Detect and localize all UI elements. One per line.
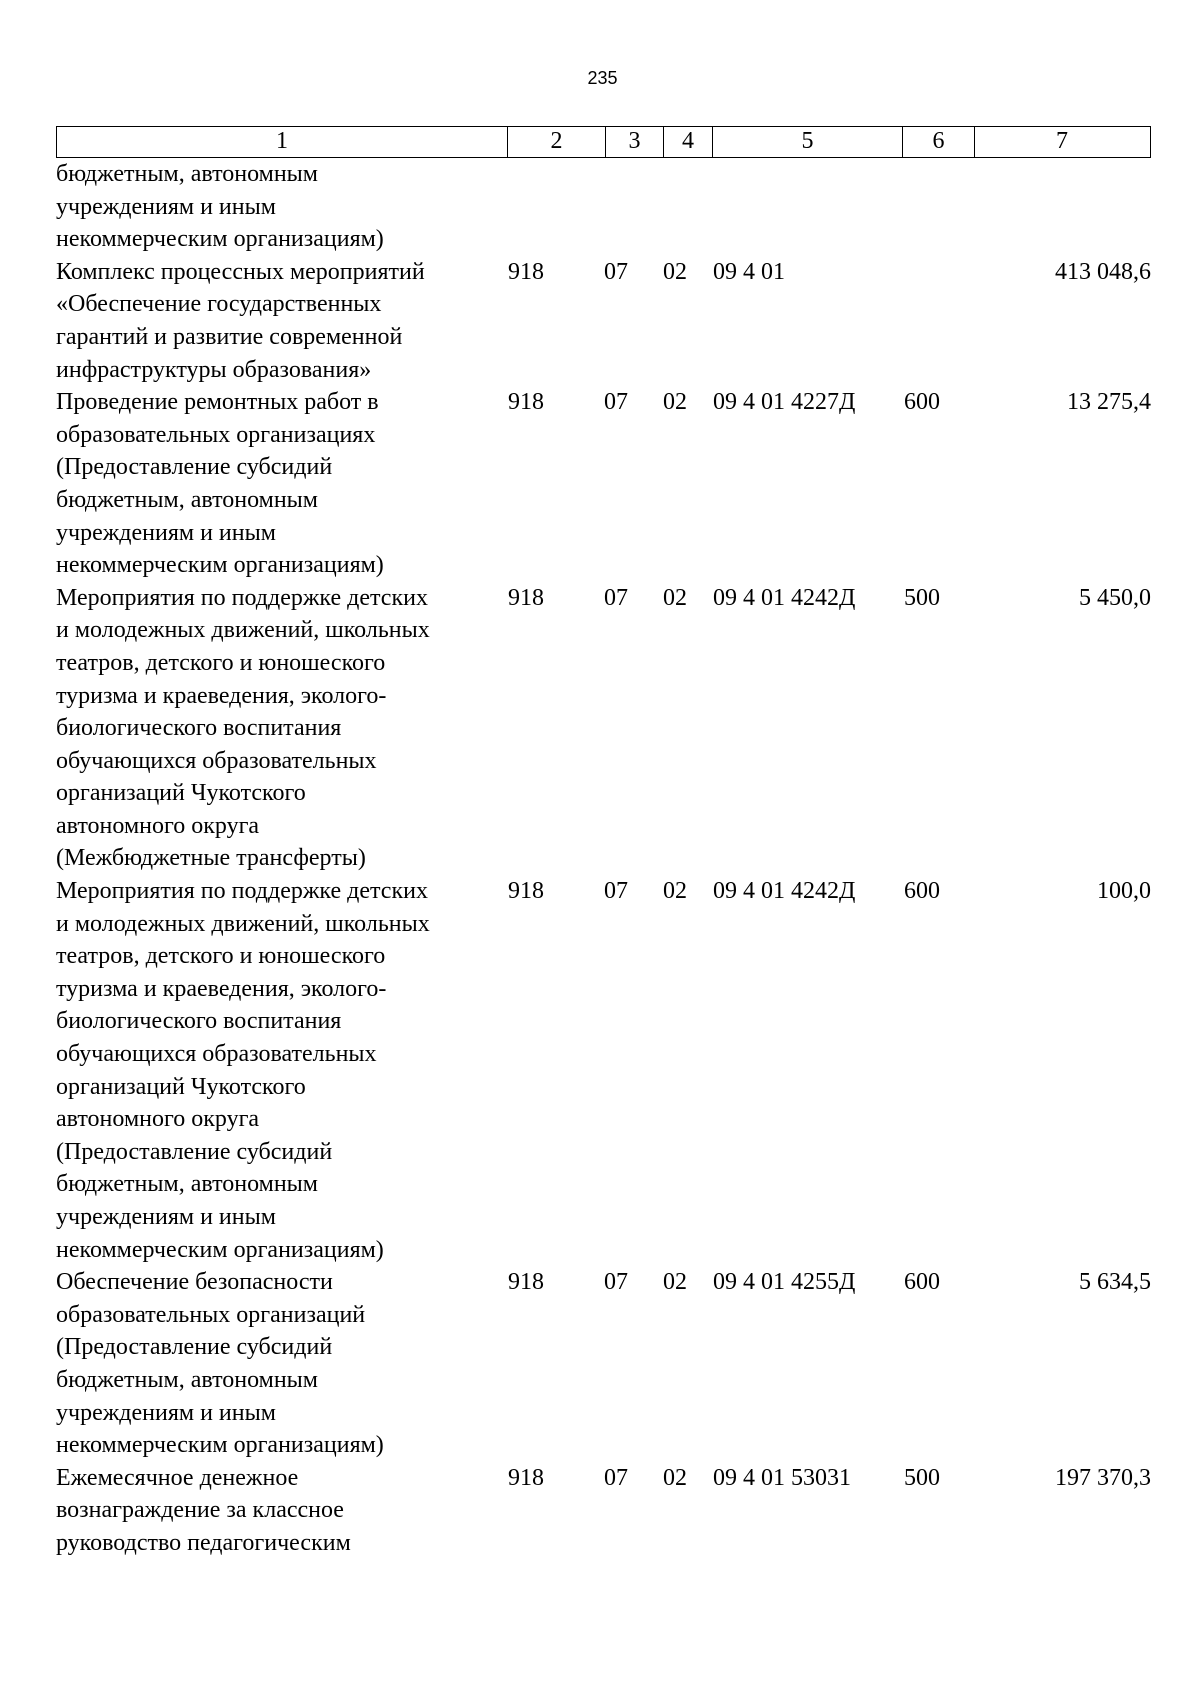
row-expense-type: 500 (904, 1464, 940, 1491)
row-target-article: 09 4 01 4242Д (713, 584, 856, 611)
row-expense-type: 600 (904, 389, 940, 416)
row-amount: 197 370,3 (1055, 1464, 1151, 1491)
table-body (56, 158, 1156, 1560)
table-row (56, 875, 1156, 1266)
row-subsection: 02 (663, 1464, 687, 1491)
table-row (56, 1462, 1156, 1560)
row-amount: 5 450,0 (1079, 584, 1151, 611)
header-col-4: 4 (664, 127, 713, 157)
row-target-article: 09 4 01 (713, 258, 785, 285)
header-col-7: 7 (1056, 128, 1068, 154)
table-row (56, 386, 1156, 582)
row-name: Проведение ремонтных работ в образовательных организациях (Предоставление субсидий бюджетным, автономным учреждениям и иным некоммерческим организациям) (56, 389, 384, 579)
header-col-3: 3 (606, 127, 664, 157)
table-row (56, 1266, 1156, 1462)
header-col-1: 1 (57, 127, 508, 157)
table-row (56, 158, 1156, 256)
row-section: 07 (604, 389, 628, 416)
row-subsection: 02 (663, 584, 687, 611)
table-row (56, 582, 1156, 875)
row-section: 07 (604, 1269, 628, 1296)
row-expense-type: 500 (904, 584, 940, 611)
row-name: Ежемесячное денежное вознаграждение за классное руководство педагогическим (56, 1464, 351, 1556)
row-target-article: 09 4 01 53031 (713, 1464, 851, 1491)
row-expense-type: 600 (904, 1269, 940, 1296)
row-target-article: 09 4 01 4242Д (713, 878, 856, 905)
row-admin-code: 918 (508, 389, 544, 416)
header-col-6: 6 (903, 127, 975, 157)
row-name: Мероприятия по поддержке детских и молодежных движений, школьных театров, детского и юношеского туризма и краеведения, эколого- биологического воспитания обучающихся образовательных организаций Чукотского автономного округа (Межбюджетные трансферты) (56, 584, 430, 872)
row-admin-code: 918 (508, 1269, 544, 1296)
row-name: Мероприятия по поддержке детских и молодежных движений, школьных театров, детского и юношеского туризма и краеведения, эколого- биологического воспитания обучающихся образовательных организаций Чукотского автономного округа (Предоставление субсидий бюджетным, автономным учреждениям и иным некоммерческим организациям) (56, 878, 430, 1263)
row-name: Комплекс процессных мероприятий «Обеспечение государственных гарантий и развитие современной инфраструктуры образования» (56, 258, 425, 383)
row-section: 07 (604, 878, 628, 905)
row-section: 07 (604, 258, 628, 285)
row-amount: 13 275,4 (1067, 389, 1151, 416)
table-header (56, 126, 1151, 158)
row-section: 07 (604, 584, 628, 611)
page-number: 235 (587, 68, 618, 88)
row-amount: 5 634,5 (1079, 1269, 1151, 1296)
header-col-5: 5 (713, 127, 903, 157)
row-expense-type: 600 (904, 878, 940, 905)
row-amount: 413 048,6 (1055, 258, 1151, 285)
row-section: 07 (604, 1464, 628, 1491)
row-admin-code: 918 (508, 878, 544, 905)
row-target-article: 09 4 01 4255Д (713, 1269, 856, 1296)
row-name: Обеспечение безопасности образовательных организаций (Предоставление субсидий бюджетным, автономным учреждениям и иным некоммерческим организациям) (56, 1269, 384, 1459)
row-target-article: 09 4 01 4227Д (713, 389, 856, 416)
row-amount: 100,0 (1097, 878, 1151, 905)
row-subsection: 02 (663, 878, 687, 905)
row-name: бюджетным, автономным учреждениям и иным некоммерческим организациям) (56, 161, 384, 253)
row-subsection: 02 (663, 258, 687, 285)
row-admin-code: 918 (508, 584, 544, 611)
row-admin-code: 918 (508, 258, 544, 285)
table-row (56, 256, 1156, 386)
row-subsection: 02 (663, 1269, 687, 1296)
header-col-2: 2 (508, 127, 606, 157)
row-admin-code: 918 (508, 1464, 544, 1491)
row-subsection: 02 (663, 389, 687, 416)
